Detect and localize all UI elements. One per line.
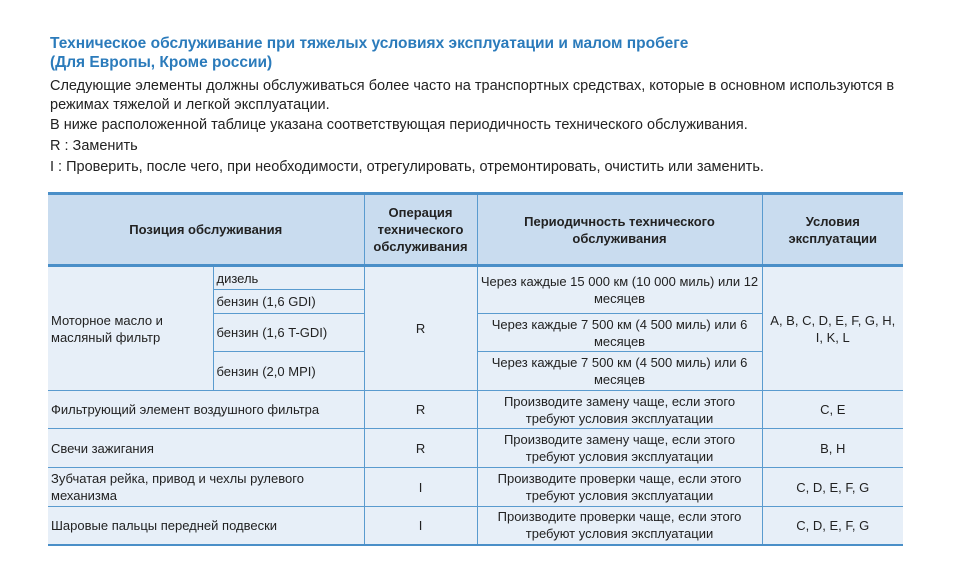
table-note: В ниже расположенной таблице указана соответствующая периодичность технического обслуживания. (50, 117, 748, 133)
oil-interval: Через каждые 7 500 км (4 500 миль) или 6 месяцев (477, 352, 762, 391)
oil-variant: бензин (1,6 T-GDI) (213, 314, 364, 352)
intro-text: Следующие элементы должны обслуживаться более часто на транспортных средствах, которые в основном используются в режимах тяжелой и легкой эксплуатации. (50, 78, 895, 113)
oil-variant: дизель (213, 266, 364, 290)
row-interval: Производите проверки чаще, если этого требуют условия эксплуатации (477, 468, 762, 507)
legend-r: R : Заменить (50, 138, 138, 154)
header-interval: Периодичность технического обслуживания (477, 194, 762, 266)
oil-variant: бензин (1,6 GDI) (213, 290, 364, 314)
row-operation: R (364, 429, 477, 468)
row-interval: Производите замену чаще, если этого требуют условия эксплуатации (477, 429, 762, 468)
table-row (48, 429, 903, 468)
row-conditions: C, D, E, F, G (762, 468, 903, 507)
table-header (48, 194, 903, 266)
table-row (48, 266, 903, 290)
row-item: Свечи зажигания (48, 429, 364, 468)
row-operation: I (364, 468, 477, 507)
legend-i: I : Проверить, после чего, при необходимости, отрегулировать, отремонтировать, очистить или заменить. (50, 159, 764, 175)
page-title: Техническое обслуживание при тяжелых условиях эксплуатации и малом пробеге (Для Европы, Кроме россии) (50, 35, 689, 71)
oil-interval: Через каждые 7 500 км (4 500 миль) или 6 месяцев (477, 314, 762, 352)
table-row (48, 507, 903, 545)
table-row (48, 391, 903, 429)
row-operation: R (364, 391, 477, 429)
row-item: Фильтрующий элемент воздушного фильтра (48, 391, 364, 429)
row-conditions: B, H (762, 429, 903, 468)
row-item: Шаровые пальцы передней подвески (48, 507, 364, 545)
table-row (48, 468, 903, 507)
row-interval: Производите замену чаще, если этого требуют условия эксплуатации (477, 391, 762, 429)
oil-conditions: A, B, C, D, E, F, G, H, I, K, L (762, 266, 903, 391)
oil-item: Моторное масло и масляный фильтр (48, 266, 213, 391)
oil-variant: бензин (2,0 MPI) (213, 352, 364, 391)
oil-operation: R (364, 266, 477, 391)
row-interval: Производите проверки чаще, если этого требуют условия эксплуатации (477, 507, 762, 545)
maintenance-table (48, 192, 903, 546)
row-item: Зубчатая рейка, привод и чехлы рулевого механизма (48, 468, 364, 507)
header-item: Позиция обслуживания (48, 194, 364, 266)
header-operation: Операция технического обслуживания (364, 194, 477, 266)
oil-interval: Через каждые 15 000 км (10 000 миль) или 12 месяцев (477, 266, 762, 314)
row-operation: I (364, 507, 477, 545)
header-conditions: Условия эксплуатации (762, 194, 903, 266)
row-conditions: C, E (762, 391, 903, 429)
row-conditions: C, D, E, F, G (762, 507, 903, 545)
